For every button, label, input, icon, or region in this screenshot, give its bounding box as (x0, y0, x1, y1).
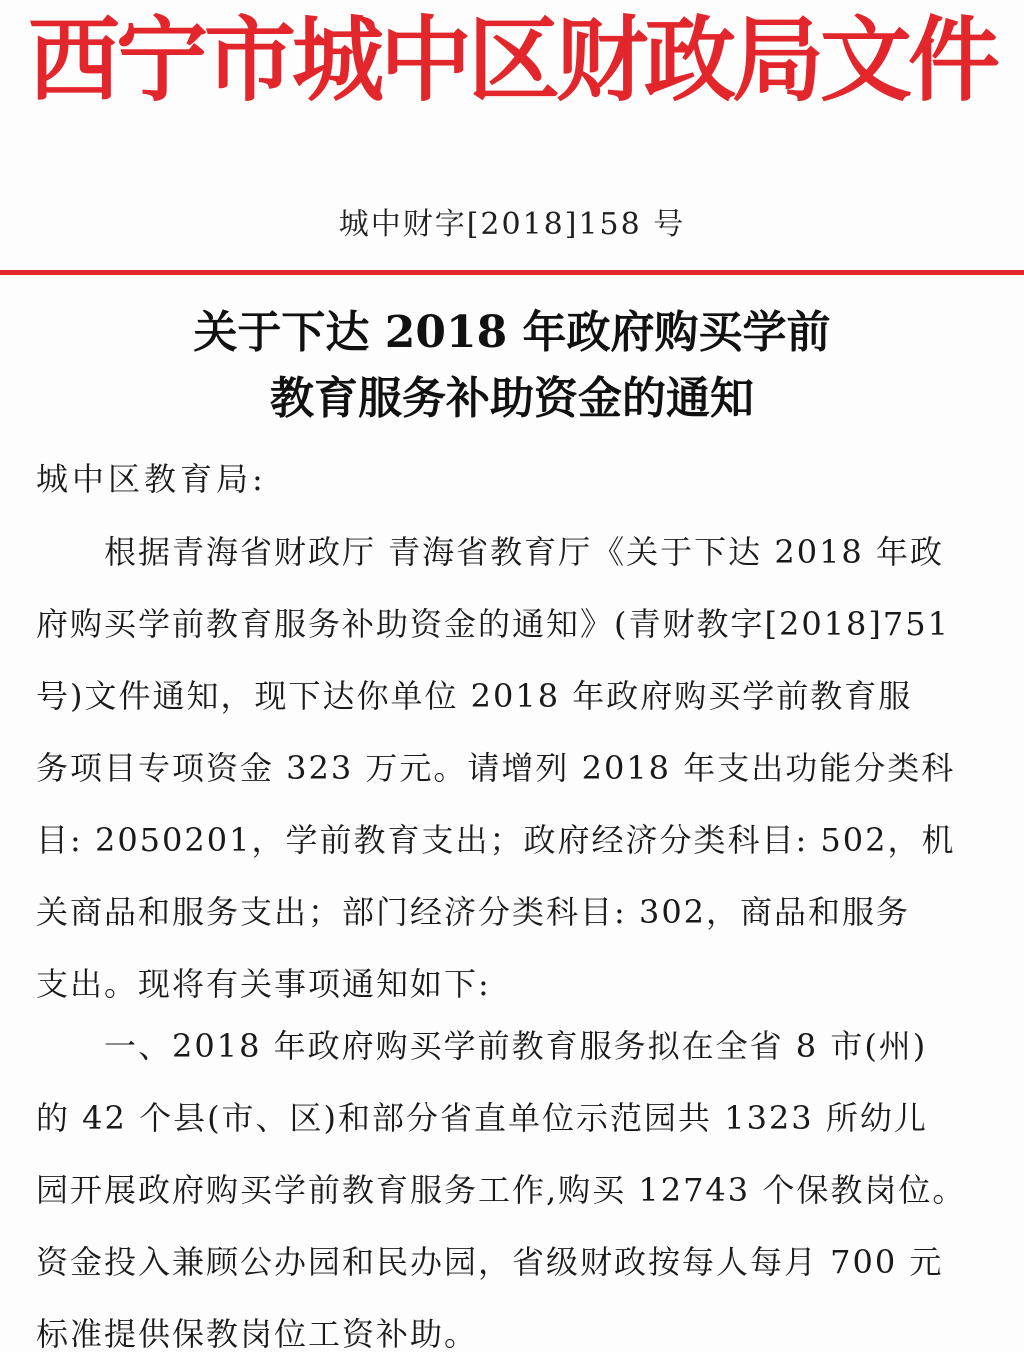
paragraph-line: 务项目专项资金 323 万元。请增列 2018 年支出功能分类科 (36, 749, 956, 787)
paragraph-line: 关商品和服务支出；部门经济分类科目: 302，商品和服务 (36, 893, 911, 931)
document-number: 城中财字[2018]158 号 (338, 207, 686, 242)
paragraph-line: 目: 2050201，学前教育支出；政府经济分类科目: 502，机 (36, 821, 956, 859)
paragraph-line: 根据青海省财政厅 青海省教育厅《关于下达 2018 年政 (36, 533, 944, 571)
body-paragraph-1 (36, 516, 986, 1020)
paragraph-line: 一、2018 年政府购买学前教育服务拟在全省 8 市(州) (36, 1027, 928, 1065)
notice-title-line-1: 关于下达 2018 年政府购买学前 (193, 307, 831, 358)
paragraph-line: 支出。现将有关事项通知如下: (36, 965, 491, 1003)
paragraph-line: 园开展政府购买学前教育服务工作,购买 12743 个保教岗位。 (36, 1171, 967, 1209)
notice-title (0, 300, 1024, 432)
paragraph-line: 府购买学前教育服务补助资金的通知》(青财教字[2018]751 (36, 605, 950, 643)
body-paragraph-2 (36, 1010, 986, 1370)
red-divider-line (0, 270, 1024, 275)
paragraph-line: 号)文件通知，现下达你单位 2018 年政府购买学前教育服 (36, 677, 913, 715)
paragraph-line: 资金投入兼顾公办园和民办园，省级财政按每人每月 700 元 (36, 1243, 944, 1281)
salutation: 城中区教育局: (36, 460, 267, 498)
letterhead-title: 西宁市城中区财政局文件 (27, 6, 996, 114)
paragraph-line: 的 42 个县(市、区)和部分省直单位示范园共 1323 所幼儿 (36, 1099, 928, 1137)
paragraph-line: 标准提供保教岗位工资补助。 (36, 1315, 479, 1353)
notice-title-line-2: 教育服务补助资金的通知 (270, 373, 754, 424)
